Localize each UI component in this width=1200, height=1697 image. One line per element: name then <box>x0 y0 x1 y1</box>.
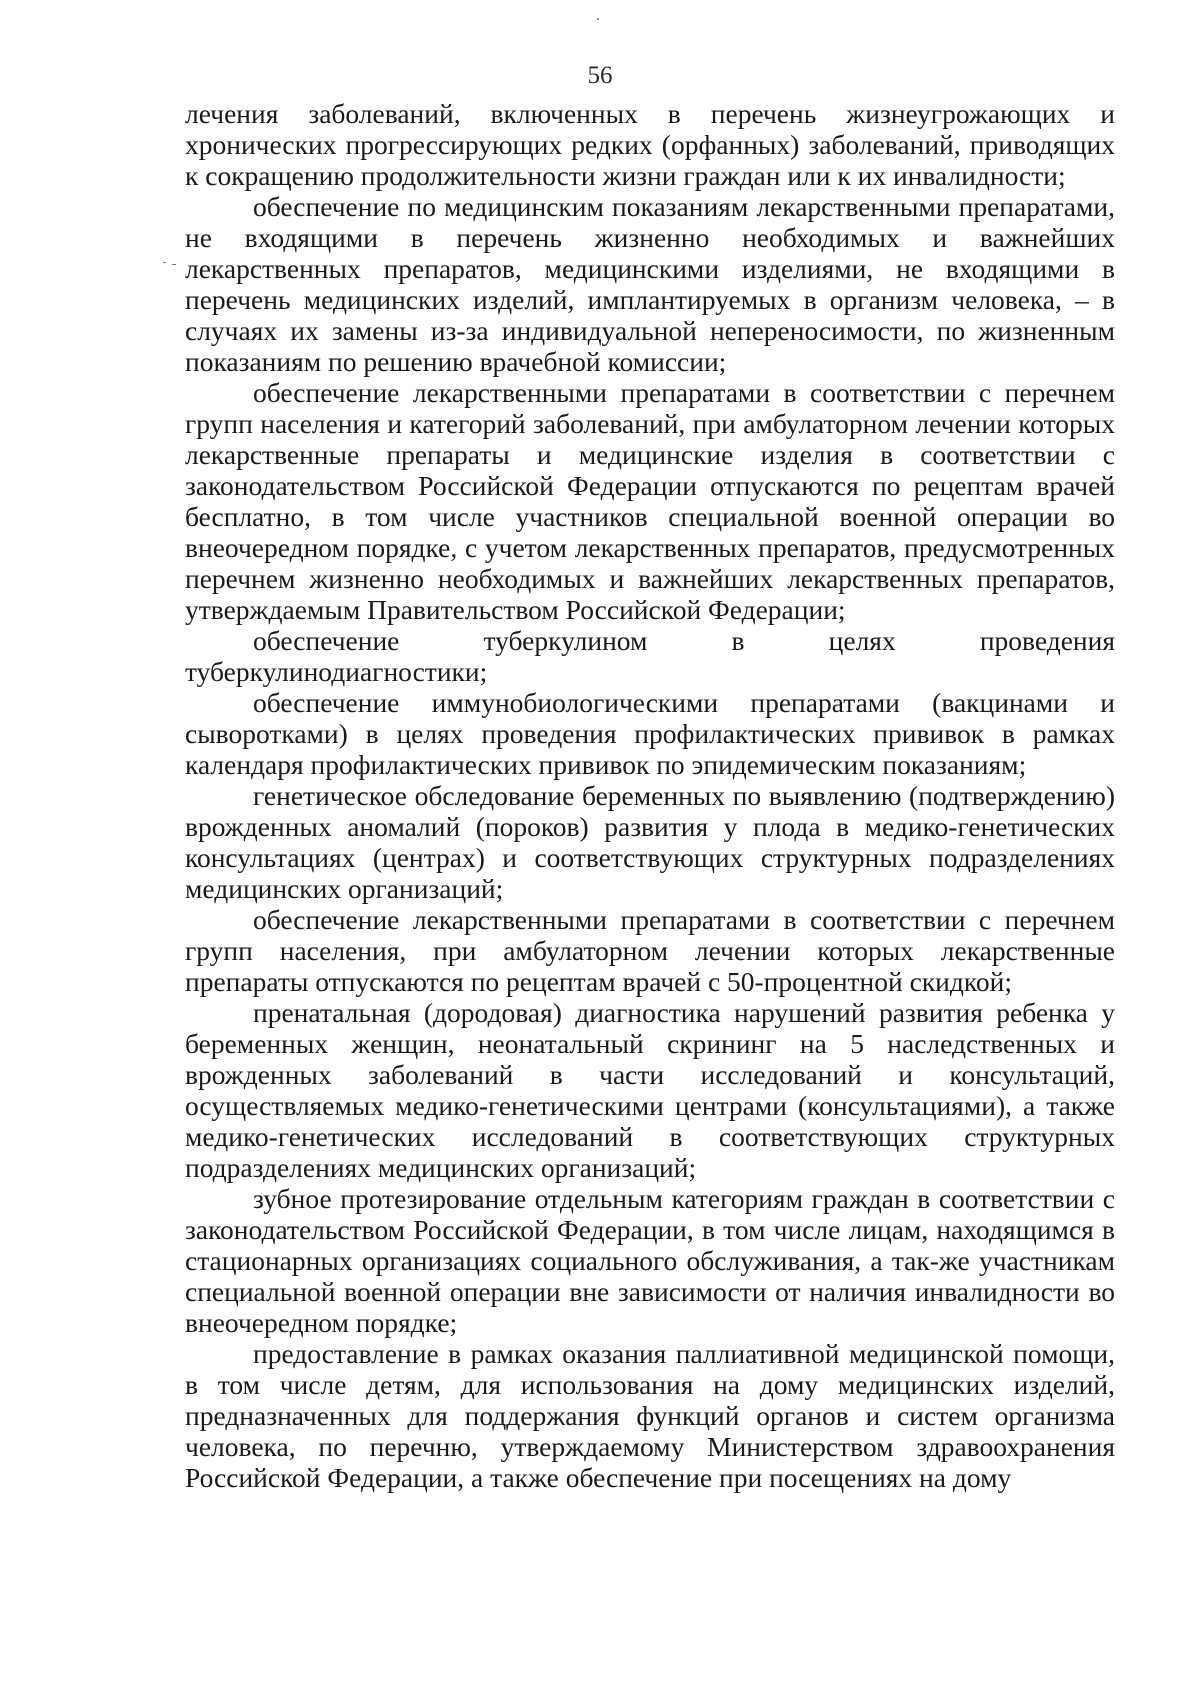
scan-speck <box>163 262 166 263</box>
scan-speck <box>172 264 176 265</box>
paragraph: обеспечение по медицинским показаниям лекарственными препаратами, не входящими в перечень жизненно необходимых и важнейших лекарственных препаратов, медицинскими изделиями, не входящими в перечень медицинских изделий, имплантируемых в организм человека, – в случаях их замены из-за индивидуальной непереносимости, по жизненным показаниям по решению врачебной комиссии; <box>185 191 1115 377</box>
paragraph: обеспечение иммунобиологическими препаратами (вакцинами и сыворотками) в целях проведения профилактических прививок в рамках календаря профилактических прививок по эпидемическим показаниям; <box>185 687 1115 780</box>
document-body <box>185 98 1115 1493</box>
paragraph: предоставление в рамках оказания паллиативной медицинской помощи, в том числе детям, для использования на дому медицинских изделий, предназначенных для поддержания функций органов и систем организма человека, по перечню, утверждаемому Министерством здравоохранения Российской Федерации, а также обеспечение при посещениях на дому <box>185 1338 1115 1493</box>
paragraph: обеспечение лекарственными препаратами в соответствии с перечнем групп населения, при амбулаторном лечении которых лекарственные препараты отпускаются по рецептам врачей с 50-процентной скидкой; <box>185 904 1115 997</box>
scan-speck <box>597 18 599 20</box>
paragraph: обеспечение туберкулином в целях проведения туберкулинодиагностики; <box>185 625 1115 687</box>
page-number: 56 <box>587 62 613 89</box>
paragraph: зубное протезирование отдельным категориям граждан в соответствии с законодательством Российской Федерации, в том числе лицам, находящимся в стационарных организациях социального обслуживания, а так-же участникам специальной военной операции вне зависимости от наличия инвалидности во внеочередном порядке; <box>185 1183 1115 1338</box>
paragraph: пренатальная (дородовая) диагностика нарушений развития ребенка у беременных женщин, неонатальный скрининг на 5 наследственных и врожденных заболеваний в части исследований и консультаций, осуществляемых медико-генетическими центрами (консультациями), а также медико-генетических исследований в соответствующих структурных подразделениях медицинских организаций; <box>185 997 1115 1183</box>
paragraph: генетическое обследование беременных по выявлению (подтверждению) врожденных аномалий (пороков) развития у плода в медико-генетических консультациях (центрах) и соответствующих структурных подразделениях медицинских организаций; <box>185 780 1115 904</box>
paragraph: обеспечение лекарственными препаратами в соответствии с перечнем групп населения и категорий заболеваний, при амбулаторном лечении которых лекарственные препараты и медицинские изделия в соответствии с законодательством Российской Федерации отпускаются по рецептам врачей бесплатно, в том числе участников специальной военной операции во внеочередном порядке, с учетом лекарственных препаратов, предусмотренных перечнем жизненно необходимых и важнейших лекарственных препаратов, утверждаемым Правительством Российской Федерации; <box>185 377 1115 625</box>
paragraph: лечения заболеваний, включенных в перечень жизнеугрожающих и хронических прогрессирующих редких (орфанных) заболеваний, приводящих к сокращению продолжительности жизни граждан или к их инвалидности; <box>185 98 1115 191</box>
